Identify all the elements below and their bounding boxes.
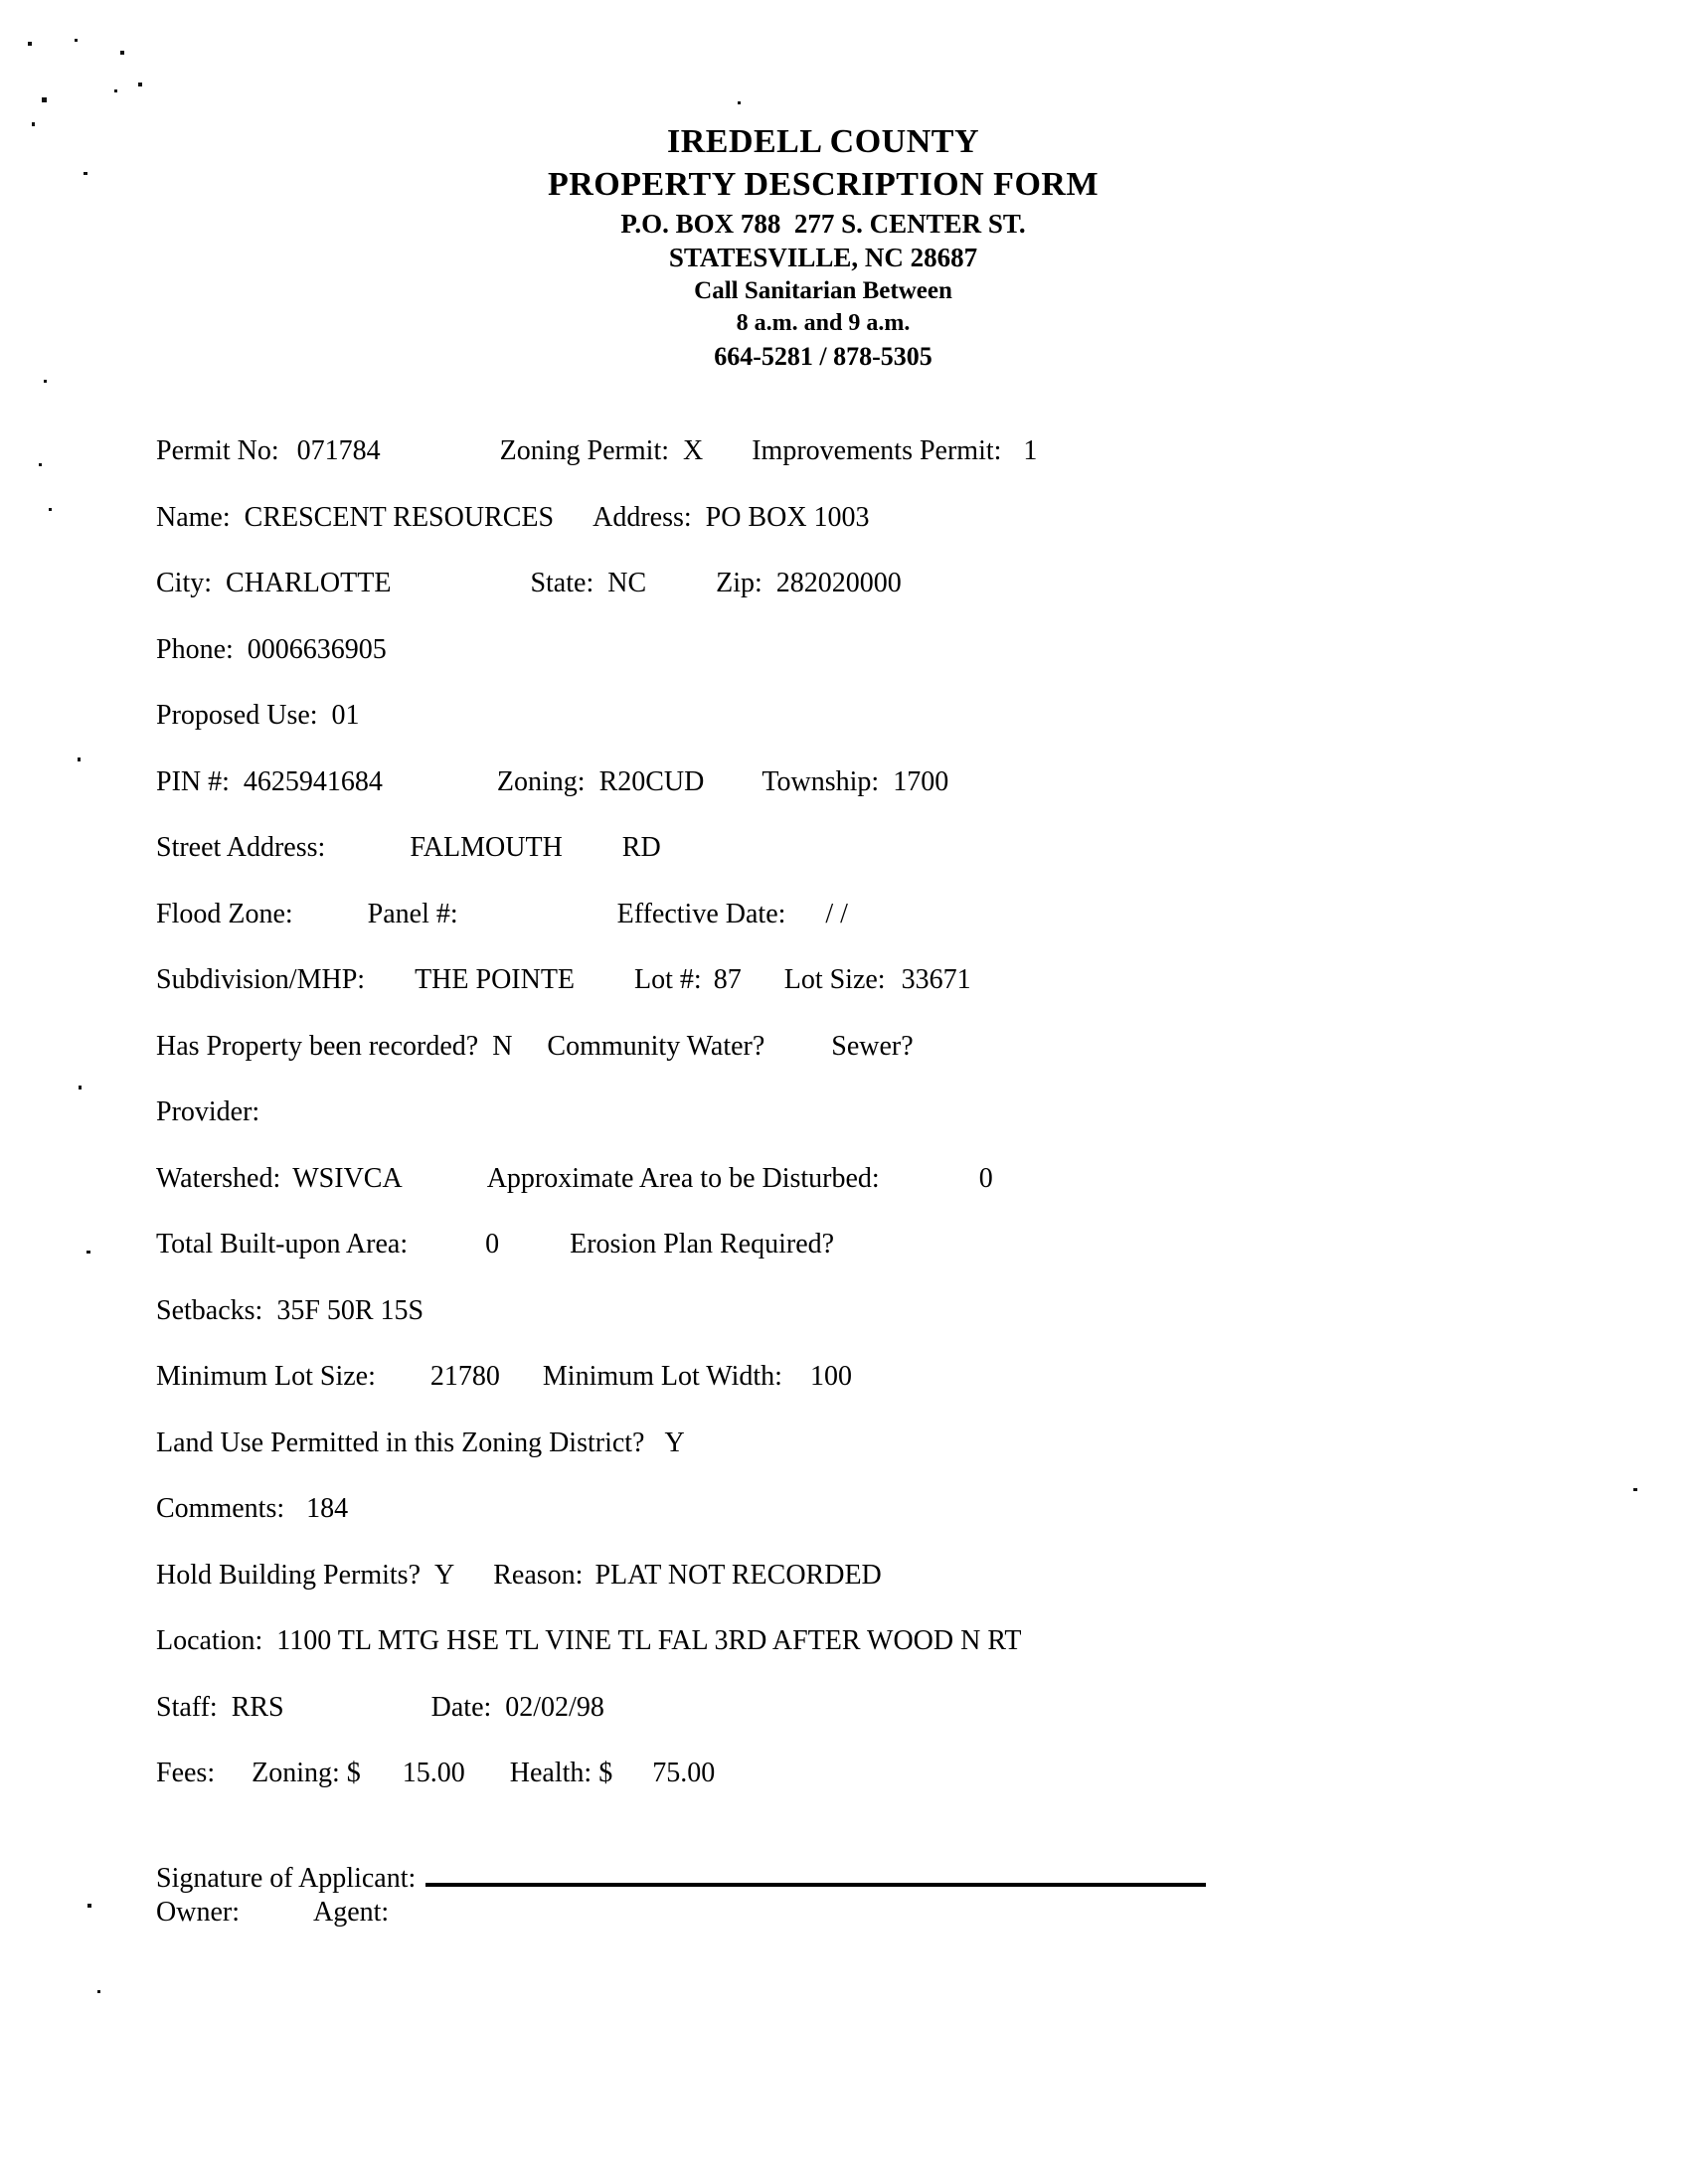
field-hold-permits-1 bbox=[493, 1560, 882, 1592]
field-label: City: bbox=[156, 568, 213, 598]
field-value: 75.00 bbox=[652, 1758, 716, 1788]
field-label: Minimum Lot Size: bbox=[156, 1361, 376, 1392]
sanitarian-note: Call Sanitarian Between bbox=[694, 277, 952, 304]
scan-speckle bbox=[1633, 1488, 1637, 1491]
field-value: CRESCENT RESOURCES bbox=[244, 501, 555, 533]
field-value: 0006636905 bbox=[247, 633, 387, 665]
scan-speckle bbox=[86, 1251, 90, 1254]
scan-speckle bbox=[78, 757, 81, 761]
field-city-state-zip-2 bbox=[716, 568, 902, 599]
scan-speckle bbox=[32, 122, 35, 126]
field-subdivision-1 bbox=[634, 964, 742, 996]
form-title: PROPERTY DESCRIPTION FORM bbox=[547, 166, 1100, 203]
field-value: Y bbox=[434, 1559, 455, 1591]
po-box-address: P.O. BOX 788 277 S. CENTER ST. bbox=[620, 209, 1026, 239]
field-permit-2 bbox=[752, 435, 1037, 467]
field-label: Lot #: bbox=[634, 964, 702, 995]
scan-speckle bbox=[75, 39, 78, 42]
form-row-phone bbox=[156, 634, 1548, 701]
field-label: Street Address: bbox=[156, 832, 326, 863]
field-permit-0 bbox=[156, 435, 381, 467]
field-label: Comments: bbox=[156, 1493, 285, 1524]
field-label: Community Water? bbox=[547, 1030, 765, 1062]
field-proposed-use-0 bbox=[156, 700, 360, 732]
form-row-fees bbox=[156, 1758, 1548, 1824]
form-row-provider bbox=[156, 1096, 1548, 1163]
field-value: 15.00 bbox=[402, 1758, 465, 1788]
field-label: Zoning: bbox=[496, 765, 586, 797]
field-value: 071784 bbox=[296, 435, 381, 466]
field-value: / / bbox=[825, 898, 848, 929]
field-recorded-water-sewer-1 bbox=[547, 1031, 764, 1063]
hours-note: 8 a.m. and 9 a.m. bbox=[736, 310, 911, 336]
field-value: R20CUD bbox=[598, 765, 705, 797]
field-value: 0 bbox=[978, 1162, 993, 1194]
field-value: 21780 bbox=[429, 1361, 500, 1392]
form-row-comments bbox=[156, 1493, 1548, 1560]
field-label: Erosion Plan Required? bbox=[570, 1229, 835, 1260]
field-value: N bbox=[492, 1030, 513, 1062]
field-watershed-0 bbox=[156, 1163, 403, 1195]
field-label: Land Use Permitted in this Zoning District? bbox=[156, 1427, 645, 1458]
scan-speckle bbox=[79, 1086, 82, 1090]
owner-label: Owner: bbox=[156, 1897, 240, 1928]
form-fields bbox=[156, 435, 1548, 1824]
field-label: Health: $ bbox=[509, 1758, 613, 1788]
field-name-address-1 bbox=[593, 502, 869, 534]
field-staff-date-0 bbox=[156, 1692, 284, 1724]
field-label: Location: bbox=[156, 1625, 263, 1656]
field-permit-1 bbox=[500, 435, 704, 467]
field-subdivision-0 bbox=[156, 964, 575, 996]
field-label: Total Built-upon Area: bbox=[156, 1229, 409, 1260]
field-value: CHARLOTTE bbox=[226, 568, 392, 598]
field-label: PIN #: bbox=[156, 765, 230, 797]
field-value: 1 bbox=[1023, 435, 1038, 466]
field-hold-permits-0 bbox=[156, 1560, 454, 1592]
field-city-state-zip-1 bbox=[530, 568, 646, 599]
form-row-setbacks bbox=[156, 1295, 1548, 1362]
scan-speckle bbox=[49, 508, 52, 511]
field-fees-0 bbox=[156, 1758, 215, 1789]
scan-speckle bbox=[44, 380, 47, 383]
field-label: Flood Zone: bbox=[156, 898, 293, 929]
field-label: Setbacks: bbox=[156, 1294, 263, 1326]
field-value: PLAT NOT RECORDED bbox=[594, 1559, 882, 1591]
field-label: Staff: bbox=[156, 1691, 218, 1723]
field-street-address-1 bbox=[622, 832, 661, 864]
form-row-watershed bbox=[156, 1163, 1548, 1230]
field-value: X bbox=[683, 435, 704, 466]
field-label: Hold Building Permits? bbox=[156, 1559, 421, 1591]
field-location-0 bbox=[156, 1625, 1021, 1657]
field-label: Name: bbox=[156, 501, 231, 533]
form-row-flood bbox=[156, 899, 1548, 965]
field-label: Approximate Area to be Disturbed: bbox=[486, 1162, 880, 1194]
city-state-zip-line: STATESVILLE, NC 28687 bbox=[668, 243, 978, 272]
field-label: Permit No: bbox=[156, 435, 279, 466]
field-built-upon-0 bbox=[156, 1229, 499, 1260]
scan-speckle bbox=[42, 97, 47, 102]
scan-speckle bbox=[39, 463, 42, 466]
owner-agent-row bbox=[156, 1897, 389, 1929]
field-label: Sewer? bbox=[831, 1030, 914, 1062]
form-row-minimums bbox=[156, 1361, 1548, 1428]
field-pin-zoning-township-1 bbox=[497, 766, 704, 798]
field-watershed-1 bbox=[487, 1163, 993, 1195]
field-value: 01 bbox=[331, 700, 360, 731]
field-label: Zoning Permit: bbox=[499, 435, 669, 466]
field-fees-1 bbox=[252, 1758, 465, 1789]
field-label: State: bbox=[530, 568, 594, 598]
form-row-city-state-zip bbox=[156, 568, 1548, 634]
field-value: 35F 50R 15S bbox=[276, 1294, 424, 1326]
field-value: 87 bbox=[713, 964, 742, 995]
field-value: RD bbox=[621, 832, 661, 863]
field-label: Reason: bbox=[493, 1559, 584, 1591]
scan-speckle bbox=[97, 1990, 100, 1993]
field-value: 1100 TL MTG HSE TL VINE TL FAL 3RD AFTER WOOD N RT bbox=[276, 1625, 1022, 1656]
field-label: Fees: bbox=[156, 1758, 216, 1788]
form-row-land-use bbox=[156, 1428, 1548, 1494]
field-value: 282020000 bbox=[775, 568, 902, 598]
scan-speckle bbox=[28, 42, 32, 46]
field-flood-2 bbox=[617, 899, 848, 930]
field-value: 1700 bbox=[893, 765, 949, 797]
field-fees-2 bbox=[510, 1758, 715, 1789]
field-built-upon-1 bbox=[570, 1229, 834, 1260]
scan-speckle bbox=[87, 1904, 91, 1908]
field-value: PO BOX 1003 bbox=[705, 501, 870, 533]
field-value: NC bbox=[607, 568, 647, 598]
field-label: Improvements Permit: bbox=[752, 435, 1002, 466]
field-minimums-1 bbox=[543, 1361, 852, 1393]
field-pin-zoning-township-2 bbox=[762, 766, 948, 798]
field-value: 33671 bbox=[901, 964, 971, 995]
form-row-subdivision bbox=[156, 964, 1548, 1031]
field-label: Township: bbox=[762, 765, 880, 797]
scan-speckle bbox=[114, 89, 117, 92]
form-row-recorded-water-sewer bbox=[156, 1031, 1548, 1097]
field-label: Zoning: $ bbox=[252, 1758, 361, 1788]
field-comments-0 bbox=[156, 1493, 348, 1525]
field-subdivision-2 bbox=[784, 964, 971, 996]
phone-numbers: 664-5281 / 878-5305 bbox=[714, 342, 932, 371]
field-label: Watershed: bbox=[156, 1162, 281, 1194]
form-row-pin-zoning-township bbox=[156, 766, 1548, 833]
field-recorded-water-sewer-2 bbox=[831, 1031, 913, 1063]
field-value: 4625941684 bbox=[243, 765, 383, 797]
form-row-permit bbox=[156, 435, 1548, 502]
field-staff-date-1 bbox=[431, 1692, 604, 1724]
form-row-staff-date bbox=[156, 1692, 1548, 1759]
signature-block bbox=[156, 1863, 1206, 1895]
field-value: RRS bbox=[231, 1691, 284, 1723]
field-label: Proposed Use: bbox=[156, 700, 318, 731]
form-row-location bbox=[156, 1625, 1548, 1692]
field-value: 100 bbox=[809, 1361, 852, 1392]
agent-label: Agent: bbox=[312, 1897, 390, 1928]
field-value: 184 bbox=[306, 1493, 349, 1524]
form-row-name-address bbox=[156, 502, 1548, 569]
field-provider-0 bbox=[156, 1096, 259, 1128]
field-phone-0 bbox=[156, 634, 387, 666]
signature-label: Signature of Applicant: bbox=[156, 1863, 417, 1894]
field-label: Has Property been recorded? bbox=[156, 1030, 479, 1062]
field-value: THE POINTE bbox=[415, 964, 576, 995]
field-label: Address: bbox=[593, 501, 692, 533]
document-header bbox=[156, 125, 1490, 370]
field-flood-1 bbox=[368, 899, 458, 930]
field-value: 0 bbox=[485, 1229, 500, 1260]
field-value: Y bbox=[664, 1427, 685, 1458]
form-row-street-address bbox=[156, 832, 1548, 899]
field-label: Effective Date: bbox=[616, 898, 786, 929]
scan-speckle bbox=[120, 51, 124, 55]
field-flood-0 bbox=[156, 899, 293, 930]
field-label: Zip: bbox=[716, 568, 762, 598]
field-value: FALMOUTH bbox=[410, 832, 563, 863]
field-label: Lot Size: bbox=[783, 964, 886, 995]
scan-speckle bbox=[738, 101, 741, 104]
form-row-hold-permits bbox=[156, 1560, 1548, 1626]
field-name-address-0 bbox=[156, 502, 554, 534]
county-title: IREDELL COUNTY bbox=[666, 123, 979, 160]
scan-speckle bbox=[84, 172, 87, 175]
field-label: Panel #: bbox=[367, 898, 458, 929]
field-label: Phone: bbox=[156, 633, 234, 665]
field-label: Subdivision/MHP: bbox=[156, 964, 366, 995]
field-setbacks-0 bbox=[156, 1295, 424, 1327]
field-pin-zoning-township-0 bbox=[156, 766, 383, 798]
field-value: WSIVCA bbox=[292, 1162, 403, 1194]
scan-speckle bbox=[138, 83, 142, 86]
form-row-proposed-use bbox=[156, 700, 1548, 766]
field-city-state-zip-0 bbox=[156, 568, 391, 599]
field-value: 02/02/98 bbox=[505, 1691, 604, 1723]
field-street-address-0 bbox=[156, 832, 563, 864]
field-recorded-water-sewer-0 bbox=[156, 1031, 512, 1063]
field-label: Minimum Lot Width: bbox=[542, 1361, 782, 1392]
field-label: Provider: bbox=[156, 1096, 260, 1127]
field-minimums-0 bbox=[156, 1361, 500, 1393]
signature-line bbox=[425, 1882, 1206, 1887]
field-land-use-0 bbox=[156, 1428, 685, 1459]
field-label: Date: bbox=[430, 1691, 492, 1723]
form-row-built-upon bbox=[156, 1229, 1548, 1295]
